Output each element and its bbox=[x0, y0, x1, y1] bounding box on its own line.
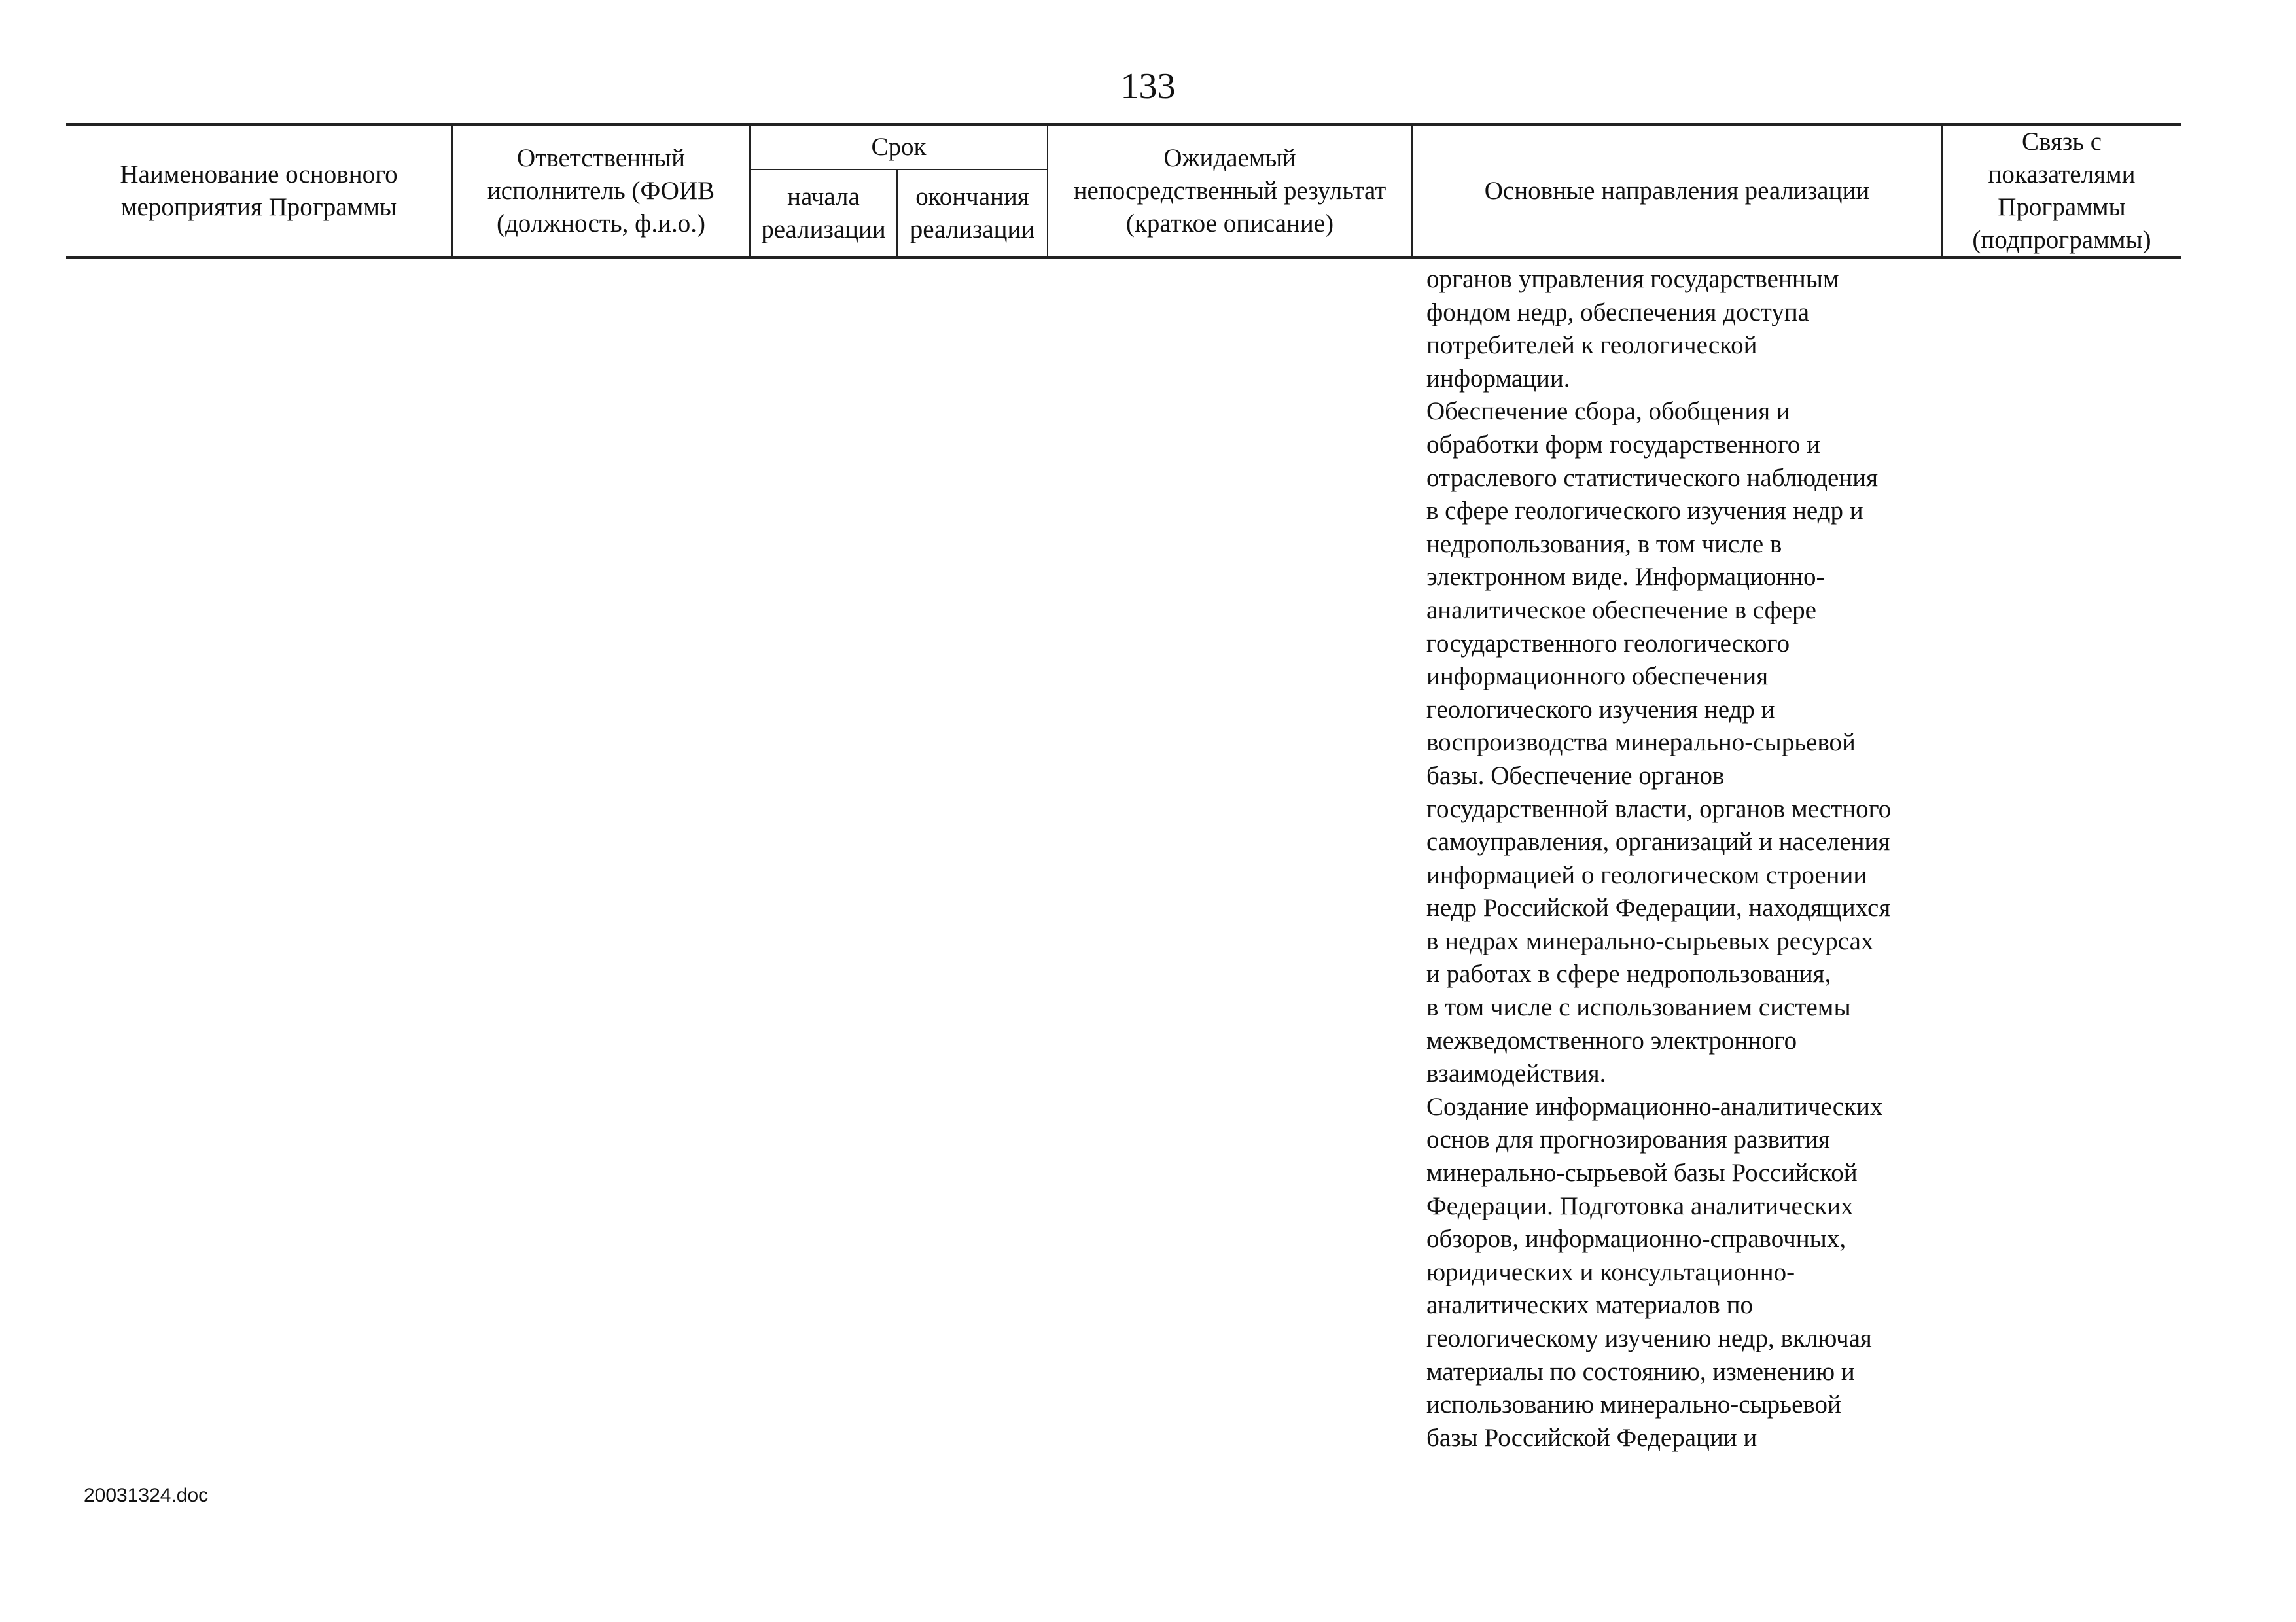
header-responsible-executor: Ответственный исполнитель (ФОИВ (должность, ф.и.о.) bbox=[452, 124, 750, 258]
header-main-directions: Основные направления реализации bbox=[1412, 124, 1942, 258]
paragraph: Обеспечение сбора, обобщения и обработки форм государственного и отраслевого статистического наблюдения в сфере геологического изучения недр и недропользования, в том числе в электронном виде. Информационно- аналитическое обеспечение в сфере государственного геологического информационного обеспечения геологического изучения недр и воспроизводства минерально-сырьевой базы. Обеспечение органов государственной власти, органов местного самоуправления, организаций и населения информацией о геологическом строении недр Российской Федерации, находящихся в недрах минерально-сырьевых ресурсах и работах в сфере недропользования, в том числе с использованием системы межведомственного электронного взаимодействия. bbox=[1426, 397, 1892, 1088]
main-directions-text bbox=[1426, 263, 1950, 1455]
header-term: Срок bbox=[750, 124, 1048, 169]
paragraph: органов управления государственным фондом недр, обеспечения доступа потребителей к геологической информации. bbox=[1426, 265, 1839, 393]
header-program-measure-name: Наименование основного мероприятия Программы bbox=[66, 124, 452, 258]
header-term-start: начала реализации bbox=[750, 169, 897, 258]
table-header bbox=[66, 123, 2181, 259]
header-indicators-link: Связь с показателями Программы (подпрограммы) bbox=[1942, 124, 2181, 258]
paragraph: Создание информационно-аналитических основ для прогнозирования развития минерально-сырьевой базы Российской Федерации. Подготовка аналитических обзоров, информационно-справочных, юридических и консультационно- аналитических материалов по геологическому изучению недр, включая материалы по состоянию, изменению и использованию минерально-сырьевой базы Российской Федерации и bbox=[1426, 1092, 1883, 1452]
header-expected-result: Ожидаемый непосредственный результат (краткое описание) bbox=[1048, 124, 1412, 258]
footer-file-name: 20031324.doc bbox=[84, 1485, 209, 1506]
header-term-end: окончания реализации bbox=[897, 169, 1048, 258]
page-number: 133 bbox=[1120, 66, 1176, 107]
